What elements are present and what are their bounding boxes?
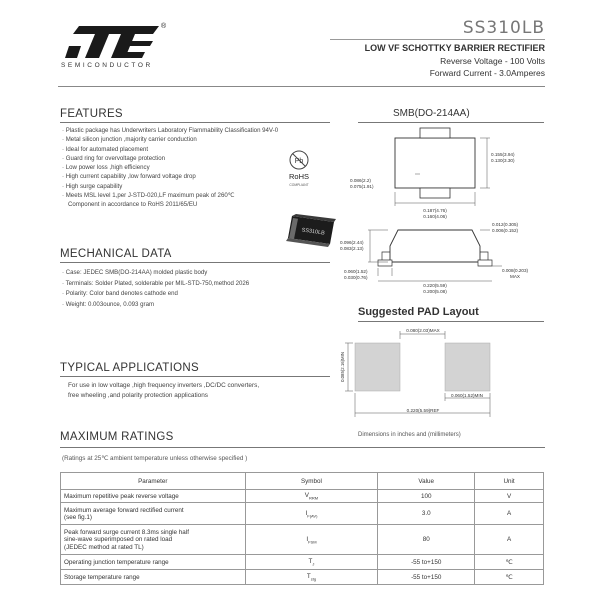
dim-left-b: 0.075(1.91) (350, 184, 374, 189)
feature-item: · Plastic package has Underwriters Laboratory Flammability Classification 94V-0 (62, 127, 279, 134)
header-symbol: Symbol (245, 473, 378, 490)
cell-value: 3.0 (378, 503, 475, 525)
mechanical-item: · Terminals: Solder Plated, solderable per MIL-STD-750,method 2026 (62, 279, 250, 287)
cell-value: 80 (378, 525, 475, 555)
cell-symbol: $T_{stg}$ (245, 570, 378, 585)
table-row (61, 490, 544, 503)
feature-item: · High surge capability (62, 182, 123, 190)
header-unit: Unit (475, 473, 544, 490)
ratings-table (60, 472, 544, 585)
cell-value: 100 (378, 490, 475, 503)
cell-symbol: $T_J$ (245, 555, 378, 570)
features-list (62, 126, 278, 210)
features-rule (60, 122, 330, 123)
package-bottom-lead (420, 188, 450, 198)
rohs-compliant-label: COMPLIANT (289, 183, 309, 187)
applications-line: free wheeling ,and polarity protection applications (68, 392, 208, 399)
header-parameter: Parameter (61, 473, 246, 490)
table-row (61, 503, 544, 525)
pad-dim-top: 0.080(2.03)MAX (406, 328, 440, 333)
dim-top-right-a: 0.155(3.94) (491, 152, 515, 157)
dim-top-right-b: 0.130(3.30) (491, 158, 515, 163)
mechanical-item: · Case: JEDEC SMB(DO-214AA) molded plastic body (62, 269, 208, 276)
dim-side-right-b: MAX (510, 274, 520, 279)
cell-unit: A (475, 503, 544, 525)
dim-side-left-b: 0.083(2.13) (340, 246, 364, 251)
applications-rule (60, 376, 330, 377)
header-divider (58, 86, 545, 87)
dim-side-top-b: 0.006(0.152) (492, 228, 519, 233)
company-tagline: SEMICONDUCTOR (61, 62, 153, 69)
ratings-rule (60, 447, 545, 448)
mechanical-rule (60, 262, 330, 263)
dim-side-top-a: 0.012(0.305) (492, 222, 519, 227)
company-logo (65, 24, 161, 60)
cell-symbol: $I_{F(AV)}$ (245, 503, 378, 525)
dim-side-lead-a: 0.060(1.52) (344, 269, 368, 274)
package-rule (358, 122, 544, 123)
cell-parameter: Maximum average forward rectified current (see fig.1) (61, 503, 246, 525)
cell-parameter: Maximum repetitive peak reverse voltage (61, 490, 246, 503)
pad-dim-width: 0.060(1.52)MIN (451, 393, 483, 398)
features-heading: FEATURES (60, 108, 123, 120)
dim-side-bottom-b: 0.200(5.08) (423, 289, 447, 294)
cell-unit: ℃ (475, 555, 544, 570)
cell-unit: A (475, 525, 544, 555)
cell-parameter: Operating junction temperature range (61, 555, 246, 570)
reverse-voltage-spec: Reverse Voltage - 100 Volts (440, 56, 545, 66)
pad-left (355, 343, 400, 391)
rohs-label: RoHS (288, 172, 310, 181)
ratings-header-row (61, 473, 544, 490)
feature-item: · Guard ring for overvoltage protection (62, 154, 165, 162)
product-subtitle: LOW VF SCHOTTKY BARRIER RECTIFIER (364, 43, 545, 53)
package-side-view (390, 230, 480, 262)
feature-item: · Low power loss ,high efficiency (62, 164, 150, 172)
package-outline-drawing (330, 126, 545, 306)
pad-layout-title: Suggested PAD Layout (358, 306, 479, 318)
feature-item: Component in accordance to RoHS 2011/65/EU (68, 201, 198, 209)
mechanical-heading: MECHANICAL DATA (60, 248, 172, 260)
mechanical-item: · Polarity: Color band denotes cathode end (62, 290, 178, 297)
cell-unit: ℃ (475, 570, 544, 585)
dim-side-bottom-a: 0.220(5.59) (423, 283, 447, 288)
cell-value: -55 to+150 (378, 555, 475, 570)
feature-item: · Meets MSL level 1,per J-STD-020,LF maximum peak of 260℃ (62, 192, 235, 200)
pb-label: Pb (294, 158, 304, 165)
applications-heading: TYPICAL APPLICATIONS (60, 362, 199, 374)
dim-bottom-b: 0.160(4.06) (423, 214, 447, 219)
applications-line: For use in low voltage ,high frequency inverters ,DC/DC converters, (68, 382, 260, 389)
forward-current-spec: Forward Current - 3.0Amperes (429, 68, 545, 78)
pad-dim-total: 0.220(5.59)REF (406, 408, 440, 413)
pad-layout-rule (358, 321, 544, 322)
dim-side-right-a: 0.008(0.203) (502, 268, 529, 273)
cell-unit: V (475, 490, 544, 503)
feature-item: · Metal silicon junction ,majority carrier conduction (62, 136, 197, 144)
chip-marking: SS310LB (301, 227, 326, 237)
cell-parameter: Storage temperature range (61, 570, 246, 585)
pad-layout-drawing (335, 325, 540, 425)
dim-bottom-a: 0.187(4.76) (423, 208, 447, 213)
dim-side-left-a: 0.096(2.44) (340, 240, 364, 245)
ratings-heading: MAXIMUM RATINGS (60, 431, 174, 443)
part-number: SS310LB (462, 18, 545, 38)
pad-right (445, 343, 490, 391)
cell-symbol: $V_{RRM}$ (245, 490, 378, 503)
cell-value: -55 to+150 (378, 570, 475, 585)
registered-mark: ® (161, 23, 167, 30)
dimensions-note: Dimensions in inches and (millimeters) (358, 432, 461, 438)
feature-item: · Ideal for automated placement (62, 145, 149, 153)
table-row (61, 525, 544, 555)
cell-parameter: Peak forward surge current 8.3ms single half sine-wave superimposed on rated load (JEDEC method at rated TL) (61, 525, 246, 555)
feature-item: · High current capability ,low forward voltage drop (62, 173, 196, 181)
applications-text (68, 381, 259, 401)
cell-symbol: $I_{FSM}$ (245, 525, 378, 555)
table-row (61, 570, 544, 585)
mechanical-item: · Weight: 0.003ounce, 0.093 gram (62, 300, 155, 308)
package-top-lead (420, 128, 450, 138)
ratings-note: (Ratings at 25℃ ambient temperature unless otherwise specified ) (62, 455, 248, 462)
dim-side-lead-b: 0.030(0.76) (344, 275, 368, 280)
dim-left-a: 0.086(2.2) (350, 178, 371, 183)
rohs-badge (282, 148, 316, 188)
mechanical-list (62, 268, 249, 310)
title-rule (330, 39, 545, 40)
pad-dim-left: 0.085(2.16)MIN (340, 352, 345, 382)
package-top-view (395, 138, 475, 188)
table-row (61, 555, 544, 570)
header-value: Value (378, 473, 475, 490)
package-title: SMB(DO-214AA) (393, 108, 470, 119)
